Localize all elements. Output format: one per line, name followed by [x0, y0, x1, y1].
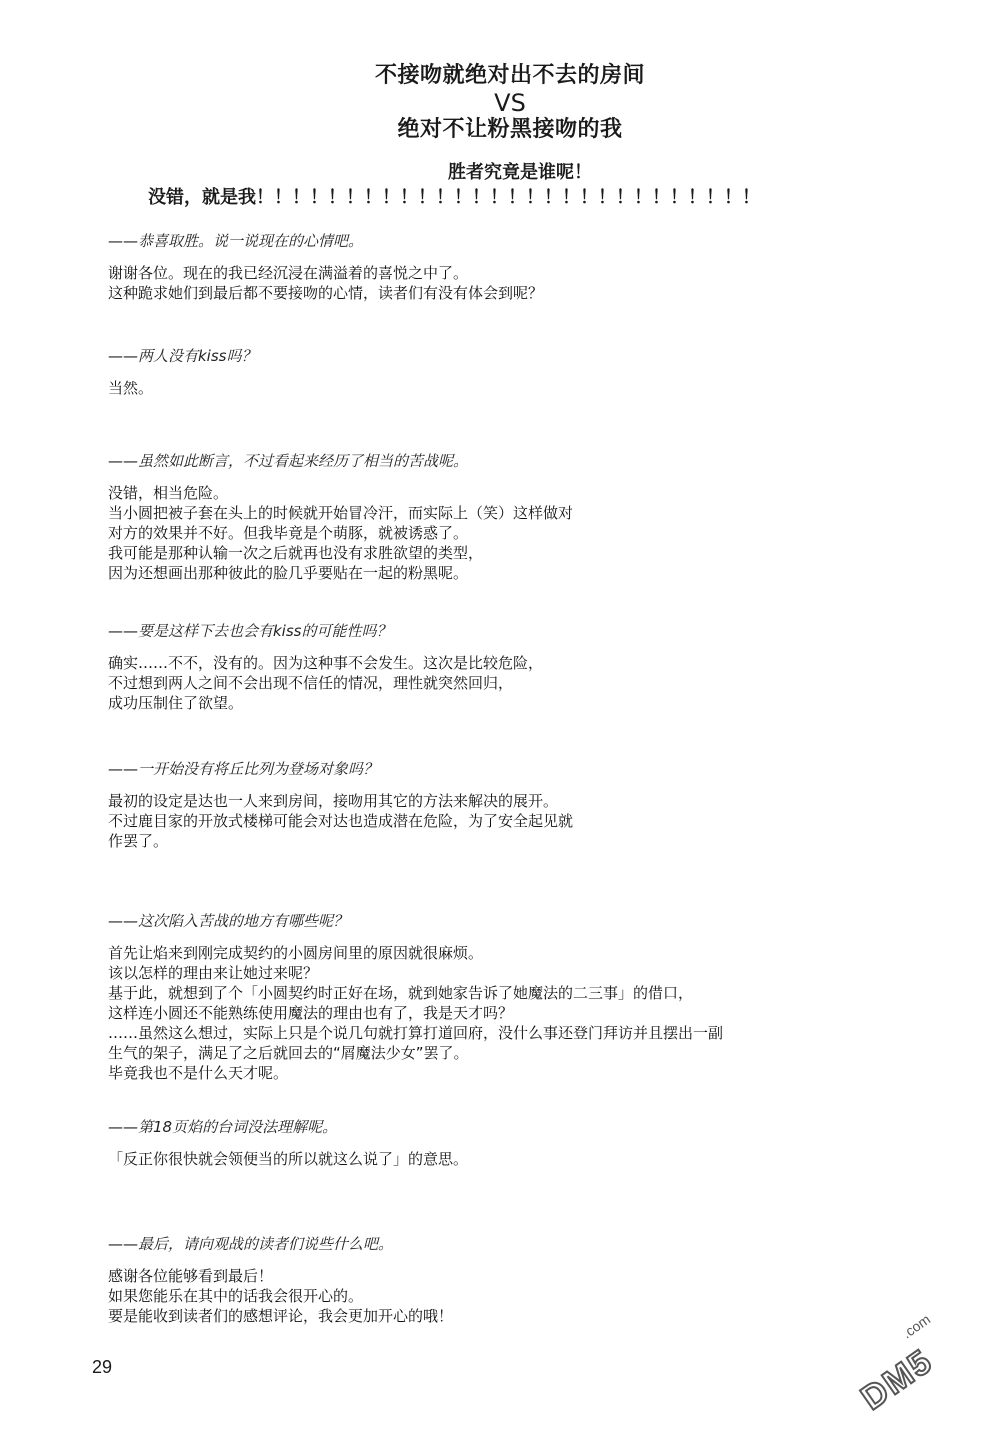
- answer-line: 因为还想画出那种彼此的脸几乎要贴在一起的粉黑呢。: [108, 564, 469, 582]
- watermark-text: DM5: [854, 1341, 940, 1418]
- qa-section-5: [108, 759, 908, 851]
- winner-question: 胜者究竟是谁呢！: [448, 162, 592, 183]
- watermark-suffix: .com: [899, 1310, 934, 1342]
- title-vs: VS: [494, 89, 526, 117]
- qa-question: ——两人没有kiss吗？: [108, 347, 257, 365]
- qa-section-8: [108, 1234, 908, 1326]
- winner-answer: 没错，就是我！！！！！！！！！！！！！！！！！！！！！！！！！！！！: [148, 187, 760, 208]
- answer-line: 「反正你很快就会领便当的所以就这么说了」的意思。: [108, 1150, 469, 1168]
- answer-line: 当小圆把被子套在头上的时候就开始冒冷汗，而实际上（笑）这样做对: [108, 504, 574, 522]
- answer-line: ……虽然这么想过，实际上只是个说几句就打算打道回府，没什么事还登门拜访并且摆出一副: [108, 1024, 724, 1042]
- qa-answer: [108, 1149, 908, 1169]
- answer-line: 这种跪求她们到最后都不要接吻的心情，读者们有没有体会到呢？: [108, 284, 544, 302]
- answer-line: 确实……不不，没有的。因为这种事不会发生。这次是比较危险，: [108, 654, 544, 672]
- qa-question: ——第18页焰的台词没法理解呢。: [108, 1118, 338, 1136]
- qa-answer: [108, 483, 908, 583]
- qa-answer: [108, 378, 908, 398]
- qa-question: ——要是这样下去也会有kiss的可能性吗？: [108, 622, 392, 640]
- answer-line: 如果您能乐在其中的话我会很开心的。: [108, 1287, 364, 1305]
- answer-line: 首先让焰来到刚完成契约的小圆房间里的原因就很麻烦。: [108, 944, 484, 962]
- answer-line: 谢谢各位。现在的我已经沉浸在满溢着的喜悦之中了。: [108, 264, 469, 282]
- qa-question: ——一开始没有将丘比列为登场对象吗？: [108, 760, 379, 778]
- qa-section-6: [108, 911, 908, 1083]
- qa-question: ——恭喜取胜。说一说现在的心情吧。: [108, 232, 364, 250]
- answer-line: 基于此，就想到了个「小圆契约时正好在场，就到她家告诉了她魔法的二三事」的借口，: [108, 984, 694, 1002]
- answer-line: 生气的架子，满足了之后就回去的“屑魔法少女”罢了。: [108, 1044, 469, 1062]
- title-line-1: 不接吻就绝对出不去的房间: [374, 63, 645, 88]
- qa-section-3: [108, 451, 908, 583]
- qa-section-4: [108, 621, 908, 713]
- qa-section-1: [108, 231, 908, 303]
- answer-line: 这样连小圆还不能熟练使用魔法的理由也有了，我是天才吗？: [108, 1004, 514, 1022]
- answer-line: 没错，相当危险。: [108, 484, 229, 502]
- answer-line: 最初的设定是达也一人来到房间，接吻用其它的方法来解决的展开。: [108, 792, 559, 810]
- title-line-2: 绝对不让粉黑接吻的我: [397, 117, 623, 142]
- answer-line: 感谢各位能够看到最后！: [108, 1267, 274, 1285]
- qa-answer: [108, 263, 908, 303]
- answer-line: 作罢了。: [108, 832, 169, 850]
- answer-line: 毕竟我也不是什么天才呢。: [108, 1064, 289, 1082]
- answer-line: 当然。: [108, 379, 154, 397]
- answer-line: 要是能收到读者们的感想评论，我会更加开心的哦！: [108, 1307, 454, 1325]
- qa-question: ——最后，请向观战的读者们说些什么吧。: [108, 1235, 394, 1253]
- qa-question: ——虽然如此断言，不过看起来经历了相当的苦战呢。: [108, 452, 469, 470]
- answer-line: 我可能是那种认输一次之后就再也没有求胜欲望的类型，: [108, 544, 484, 562]
- answer-line: 该以怎样的理由来让她过来呢？: [108, 964, 319, 982]
- answer-line: 不过鹿目家的开放式楼梯可能会对达也造成潜在危险，为了安全起见就: [108, 812, 574, 830]
- title-block: [0, 62, 1000, 144]
- qa-answer: [108, 653, 908, 713]
- qa-question: ——这次陷入苦战的地方有哪些呢？: [108, 912, 349, 930]
- answer-line: 不过想到两人之间不会出现不信任的情况，理性就突然回归，: [108, 674, 514, 692]
- qa-section-2: [108, 346, 908, 398]
- qa-answer: [108, 791, 908, 851]
- answer-line: 对方的效果并不好。但我毕竟是个萌豚，就被诱惑了。: [108, 524, 469, 542]
- qa-section-7: [108, 1117, 908, 1169]
- answer-line: 成功压制住了欲望。: [108, 694, 244, 712]
- qa-answer: [108, 943, 908, 1083]
- page-number: 29: [92, 1357, 113, 1377]
- qa-answer: [108, 1266, 908, 1326]
